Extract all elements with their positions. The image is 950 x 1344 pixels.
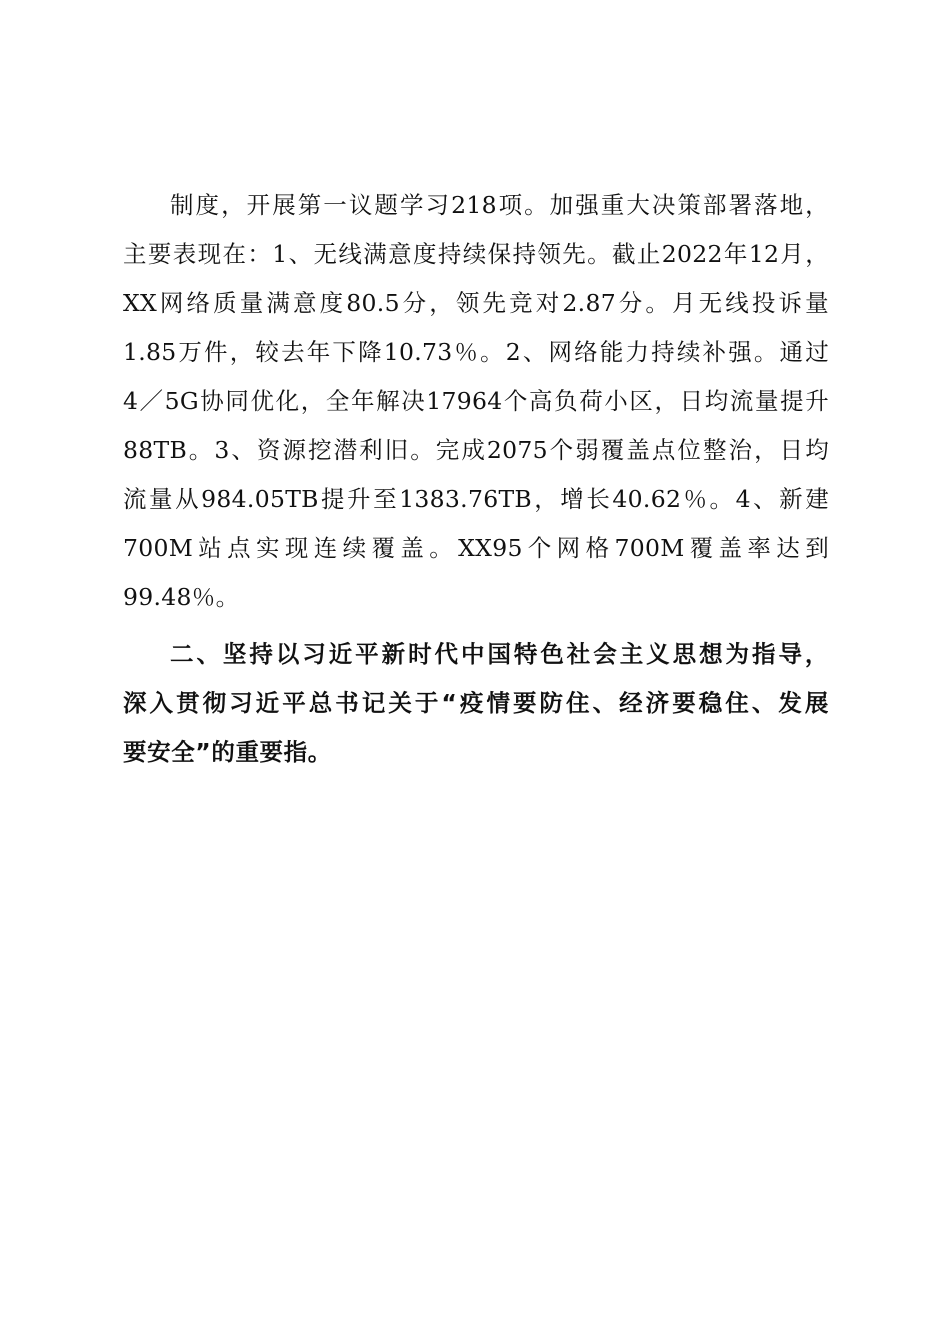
- text-line: 主要表现在：1、无线满意度持续保持领先。截止2022年12月，: [123, 240, 829, 268]
- text-line: XX网络质量满意度80.5分，领先竞对2.87分。月无线投诉量: [123, 289, 829, 317]
- heading-line: 要安全”的重要指。: [123, 738, 332, 766]
- text-line: 88TB。3、资源挖潜利旧。完成2075个弱覆盖点位整治，日均: [123, 436, 829, 464]
- text-line: 1.85万件，较去年下降10.73％。2、网络能力持续补强。通过: [123, 338, 829, 366]
- paragraph-section-heading: [123, 630, 829, 777]
- text-line: 700M站点实现连续覆盖。XX95个网格700M覆盖率达到: [123, 534, 829, 562]
- text-line: 4／5G协同优化，全年解决17964个高负荷小区，日均流量提升: [123, 387, 829, 415]
- text-line: 流量从984.05TB提升至1383.76TB，增长40.62％。4、新建: [123, 485, 829, 513]
- heading-line: 二、坚持以习近平新时代中国特色社会主义思想为指导，: [170, 640, 829, 668]
- paragraph-network-results: [123, 181, 829, 622]
- text-line: 制度，开展第一议题学习218项。加强重大决策部署落地，: [170, 191, 829, 219]
- heading-line: 深入贯彻习近平总书记关于“疫情要防住、经济要稳住、发展: [123, 689, 829, 717]
- document-body: [123, 181, 829, 777]
- text-line: 99.48％。: [123, 583, 240, 611]
